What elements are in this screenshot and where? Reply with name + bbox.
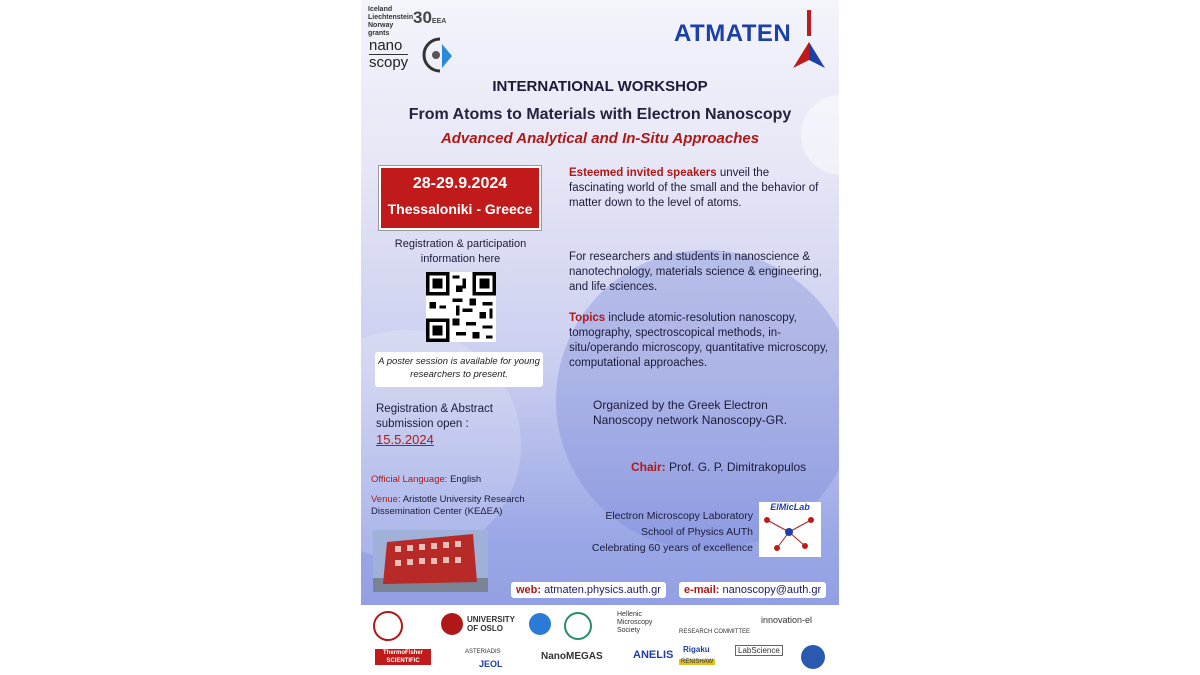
elmiclab-logo <box>759 502 821 557</box>
description-topics <box>569 311 831 371</box>
email-contact[interactable] <box>679 582 826 598</box>
research-committee-logo: RESEARCH COMMITTEE <box>679 629 751 635</box>
organizer-name: Nanoscopy-GR. <box>701 413 788 427</box>
venue-value: Aristotle University Research Dissemination Center (ΚΕΔΕΑ) <box>371 494 525 517</box>
uio-seal-icon <box>441 613 463 635</box>
poster-session-note: A poster session is available for young researchers to present. <box>375 352 543 387</box>
organizer <box>593 398 823 428</box>
nanoscopy-gr-icon <box>422 36 458 79</box>
registration-qr-code[interactable] <box>426 272 496 342</box>
anelis-logo: ANELIS <box>633 649 674 661</box>
scopy-text: scopy <box>369 54 409 71</box>
web-label: web: <box>516 584 542 596</box>
workshop-subtitle: Advanced Analytical and In-Situ Approaches <box>440 130 760 147</box>
email-label: e-mail: <box>684 584 720 596</box>
description-audience: For researchers and students in nanoscience & nanotechnology, materials science & engineering, and life sciences. <box>569 251 822 293</box>
workshop-label: INTERNATIONAL WORKSHOP <box>492 78 708 95</box>
web-contact[interactable] <box>511 582 666 598</box>
workshop-poster <box>361 0 839 675</box>
atmaten-logo <box>674 20 791 48</box>
chair-label: Chair: <box>631 460 666 474</box>
renishaw-logo: RENISHAW <box>681 659 714 665</box>
eea-badge-text: EEA <box>431 18 447 25</box>
rigaku-logo: Rigaku <box>683 645 710 654</box>
eea-grants-logo <box>368 6 414 38</box>
auth-seal-icon <box>373 611 403 641</box>
eea-mark-text: 30 <box>413 8 432 27</box>
thermofisher-logo: ThermoFisher SCIENTIFIC <box>375 649 431 665</box>
lab-name: Electron Microscopy Laboratory <box>605 510 753 522</box>
venue-building-photo <box>373 530 488 592</box>
language-value: English <box>450 474 482 485</box>
date-box <box>379 166 541 230</box>
partner-seal-icon <box>801 645 825 669</box>
lab-anniversary: Celebrating 60 years of excellence <box>591 542 753 554</box>
hms-logo: Hellenic Microscopy Society <box>617 611 653 634</box>
nanoscopy-logo <box>369 38 408 71</box>
workshop-title: From Atoms to Materials with Electron Nanoscopy <box>408 106 792 123</box>
eea-mark <box>413 8 446 28</box>
atmaten-text: ATMATEN <box>674 20 792 47</box>
registration-info: Registration & participation information here <box>394 238 527 265</box>
web-link[interactable]: atmaten.physics.auth.gr <box>544 584 661 596</box>
registration-open-label: Registration & Abstract submission open : <box>376 403 493 430</box>
innovation-el-logo: innovation-el <box>761 615 813 625</box>
event-date: 28-29.9.2024 <box>412 175 508 192</box>
topics-text: include atomic-resolution nanoscopy, tomography, spectroscopical methods, in-situ/operando microscopy, quantitative microscopy, computational approaches. <box>569 312 829 369</box>
chair <box>631 460 806 475</box>
uio-logo: UNIVERSITY OF OSLO <box>467 615 515 633</box>
speakers-text: unveil the fascinating world of the small and the behavior of matter down to the level of atoms. <box>569 167 819 209</box>
chair-name: Prof. G. P. Dimitrakopulos <box>669 460 807 474</box>
physics-school-icon <box>529 613 551 635</box>
registration-open-date: 15.5.2024 <box>376 432 434 447</box>
lab-info <box>575 508 753 556</box>
topics-label: Topics <box>569 312 606 324</box>
labscience-logo: LabScience <box>735 645 783 656</box>
nano-text: nano <box>369 37 403 54</box>
nanomegas-logo: NanoMEGAS <box>541 651 603 662</box>
venue-label: Venue: <box>371 494 401 505</box>
lab-school: School of Physics AUTh <box>640 526 753 538</box>
sponsors-strip <box>361 605 839 675</box>
language-label: Official Language: <box>371 474 448 485</box>
atmaten-emblem <box>789 10 829 75</box>
jeol-logo: JEOL <box>479 659 503 669</box>
email-link[interactable]: nanoscopy@auth.gr <box>722 584 822 596</box>
hsstem-icon <box>564 612 592 640</box>
organizer-text: Organized by the Greek Electron Nanoscopy network <box>593 398 768 427</box>
asteriadis-logo: ASTERIADIS <box>465 649 501 655</box>
event-place: Thessaloniki - Greece <box>387 201 533 217</box>
elmiclab-text: ElMicLab <box>770 502 810 512</box>
venue <box>371 494 541 518</box>
eea-grants-text: Iceland Liechtenstein Norway grants <box>368 6 414 37</box>
official-language <box>371 474 481 486</box>
speakers-highlight: Esteemed invited speakers <box>569 167 717 179</box>
description-speakers <box>569 166 827 211</box>
